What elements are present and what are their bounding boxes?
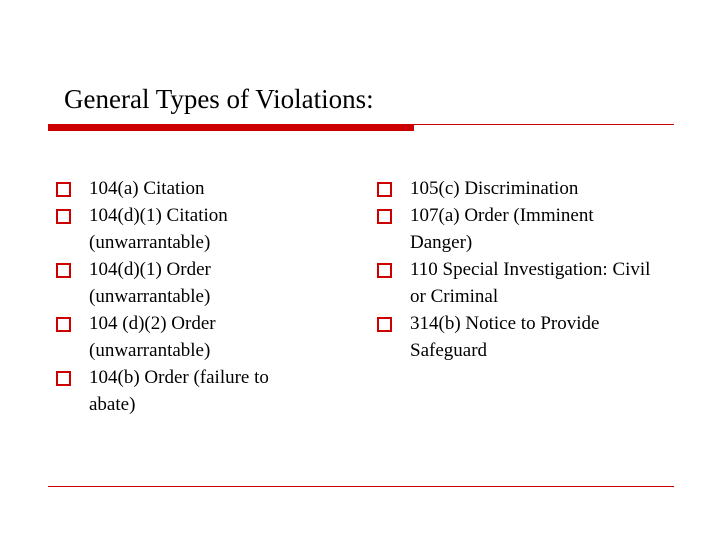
list-item	[56, 364, 311, 418]
square-bullet-icon	[377, 263, 392, 278]
list-item	[56, 256, 311, 310]
square-bullet-icon	[377, 317, 392, 332]
list-item-text: 104(d)(1) Citation (unwarrantable)	[89, 205, 228, 253]
square-bullet-icon	[56, 263, 71, 278]
list-item-text: 110 Special Investigation: Civil or Criminal	[410, 259, 651, 307]
list-item	[377, 256, 657, 310]
list-item	[56, 202, 311, 256]
square-bullet-icon	[377, 182, 392, 197]
list-item	[377, 310, 657, 364]
slide-title: General Types of Violations:	[64, 84, 374, 114]
list-item	[377, 202, 657, 256]
square-bullet-icon	[56, 182, 71, 197]
title-underline-thin	[414, 124, 674, 125]
square-bullet-icon	[56, 209, 71, 224]
square-bullet-icon	[56, 317, 71, 332]
list-item-text: 104(b) Order (failure to abate)	[89, 367, 269, 415]
list-item-text: 314(b) Notice to Provide Safeguard	[410, 313, 600, 361]
square-bullet-icon	[377, 209, 392, 224]
title-underline-thick	[48, 124, 414, 131]
list-item	[56, 175, 311, 202]
list-item-text: 104 (d)(2) Order (unwarrantable)	[89, 313, 216, 361]
square-bullet-icon	[56, 371, 71, 386]
list-item-text: 105(c) Discrimination	[410, 178, 579, 199]
list-item	[56, 310, 311, 364]
right-violation-list	[377, 175, 657, 364]
list-item-text: 104(d)(1) Order (unwarrantable)	[89, 259, 211, 307]
list-item-text: 107(a) Order (Imminent Danger)	[410, 205, 594, 253]
left-violation-list	[56, 175, 311, 418]
footer-rule	[48, 486, 674, 487]
list-item	[377, 175, 657, 202]
list-item-text: 104(a) Citation	[89, 178, 205, 199]
